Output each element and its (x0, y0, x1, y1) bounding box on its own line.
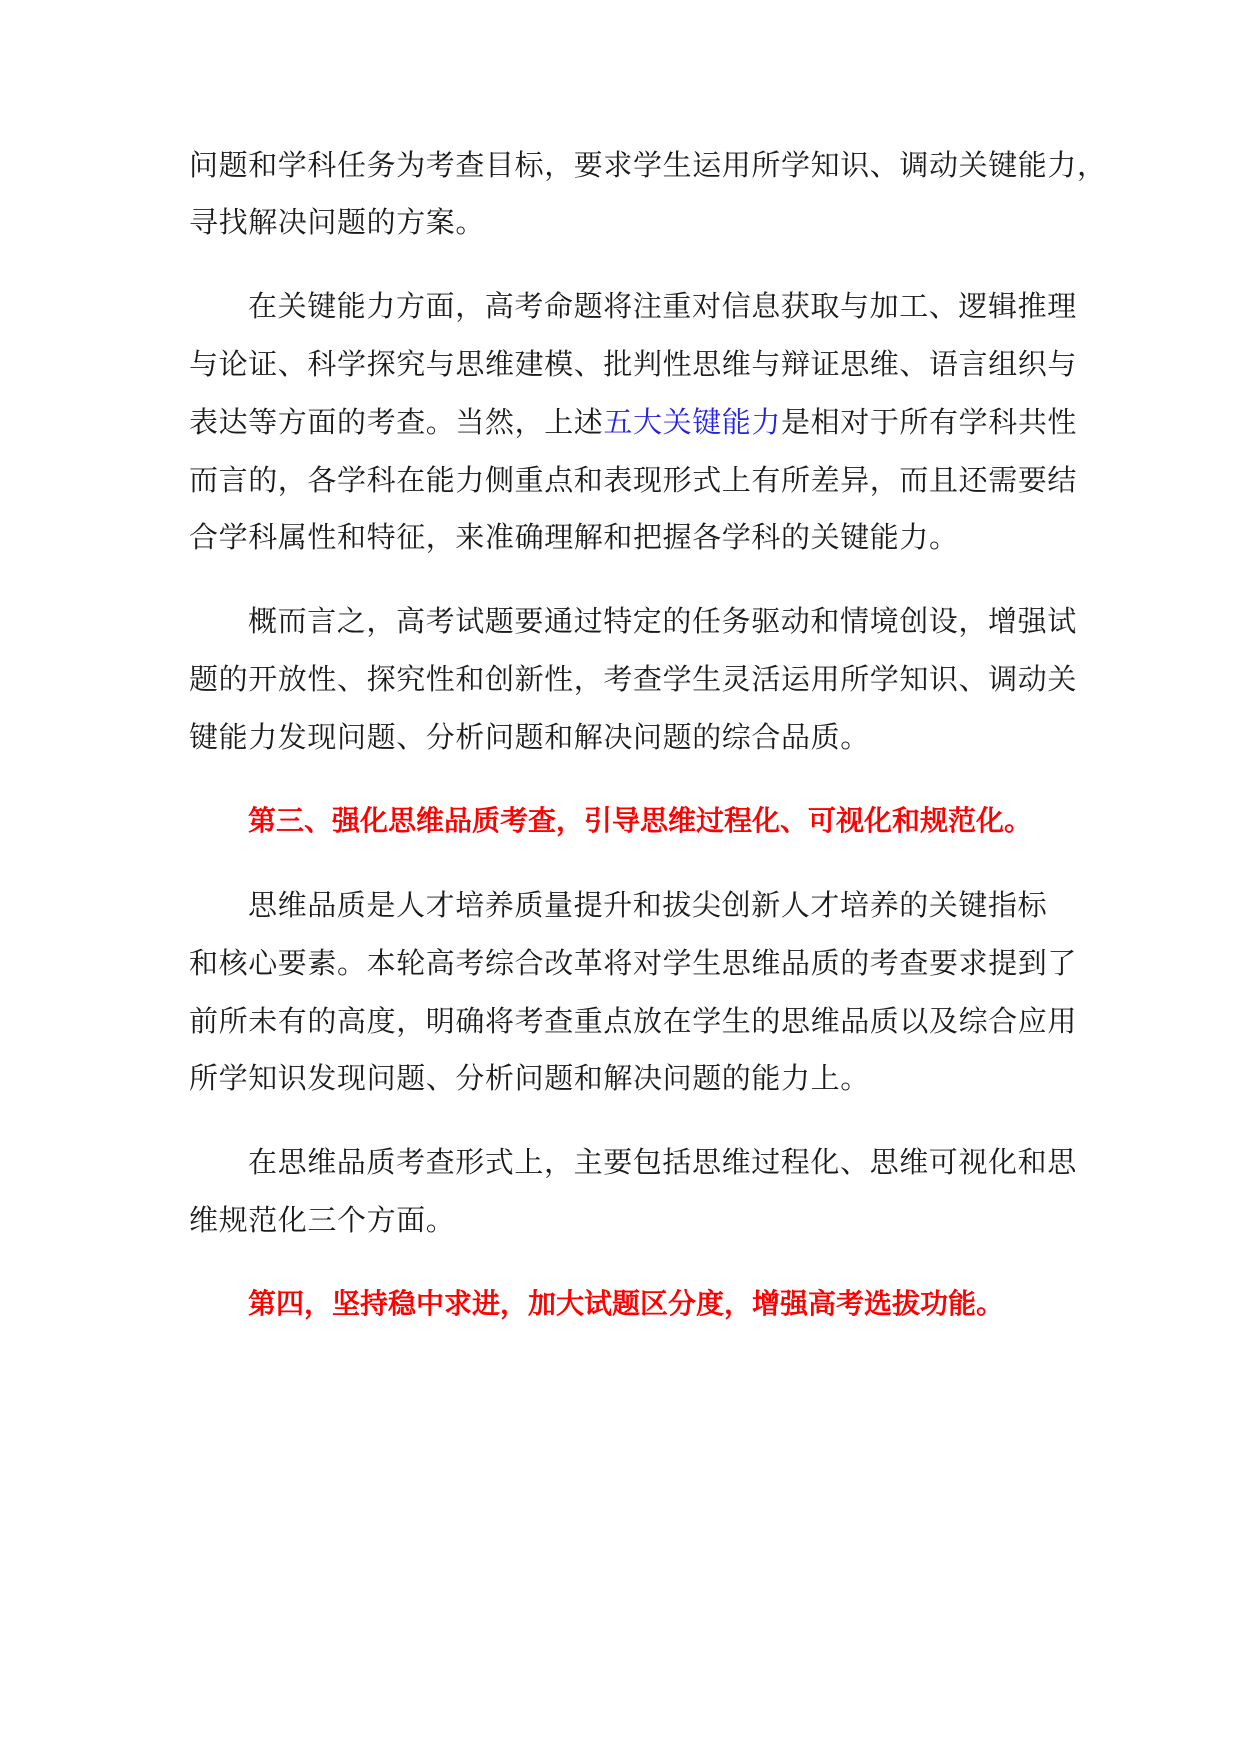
paragraph-5-line-2: 维规范化三个方面。 (189, 1203, 456, 1237)
paragraph-5-line-1: 在思维品质考查形式上，主要包括思维过程化、思维可视化和思 (248, 1145, 1077, 1179)
paragraph-2-line-1: 在关键能力方面，高考命题将注重对信息获取与加工、逻辑推理 (248, 289, 1077, 323)
paragraph-4-line-1: 思维品质是人才培养质量提升和拔尖创新人才培养的关键指标 (248, 888, 1048, 922)
paragraph-4-line-3: 前所未有的高度，明确将考查重点放在学生的思维品质以及综合应用 (189, 1004, 1078, 1038)
paragraph-2-line-3-text-before: 表达等方面的考查。当然，上述 (189, 405, 604, 439)
paragraph-4-line-2: 和核心要素。本轮高考综合改革将对学生思维品质的考查要求提到了 (189, 946, 1078, 980)
paragraph-2-line-3-text-after: 是相对于所有学科共性 (781, 405, 1078, 439)
paragraph-4-line-4: 所学知识发现问题、分析问题和解决问题的能力上。 (189, 1061, 870, 1095)
key-abilities-link[interactable]: 五大关键能力 (603, 405, 782, 439)
paragraph-2-line-5: 合学科属性和特征，来准确理解和把握各学科的关键能力。 (189, 520, 959, 554)
paragraph-1-line-1: 问题和学科任务为考查目标，要求学生运用所学知识、调动关键能力， (189, 148, 1107, 182)
paragraph-2-line-4: 而言的，各学科在能力侧重点和表现形式上有所差异，而且还需要结 (189, 463, 1078, 497)
section-4-heading: 第四，坚持稳中求进，加大试题区分度，增强高考选拔功能。 (248, 1287, 1005, 1320)
paragraph-2-line-3 (189, 402, 1077, 442)
paragraph-3-line-1: 概而言之，高考试题要通过特定的任务驱动和情境创设，增强试 (248, 604, 1077, 638)
paragraph-1-line-2: 寻找解决问题的方案。 (189, 205, 486, 239)
section-3-heading: 第三、强化思维品质考查，引导思维过程化、可视化和规范化。 (248, 804, 1033, 837)
paragraph-2-line-2: 与论证、科学探究与思维建模、批判性思维与辩证思维、语言组织与 (189, 347, 1078, 381)
paragraph-3-line-3: 键能力发现问题、分析问题和解决问题的综合品质。 (189, 720, 870, 754)
paragraph-3-line-2: 题的开放性、探究性和创新性，考查学生灵活运用所学知识、调动关 (189, 662, 1078, 696)
